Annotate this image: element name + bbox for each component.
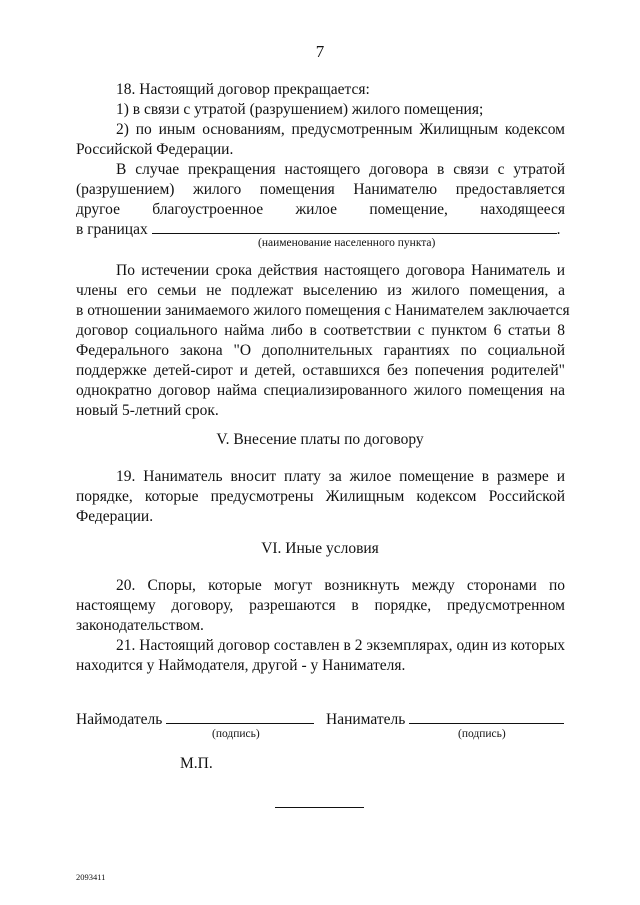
clause-18-paragraph-2-line-6: поддержке детей-сирот и детей, оставшихся без попечения родителей" <box>76 362 565 379</box>
closing-rule <box>275 807 364 808</box>
page-number: 7 <box>315 42 325 61</box>
clause-20-line-2: настоящему договору, разрешаются в порядке, предусмотренном <box>76 597 565 614</box>
clause-19-line-3: Федерации. <box>76 508 154 525</box>
footer-code: 2093411 <box>76 872 106 882</box>
clause-18-item-2-line-2: Российской Федерации. <box>76 141 234 158</box>
clause-19-line-2: порядке, которые предусмотрены Жилищным кодексом Российской <box>76 488 565 505</box>
clause-18-paragraph-2-line-5: Федерального закона "О дополнительных гарантиях по социальной <box>76 342 565 359</box>
tenant-signature-caption: (подпись) <box>458 728 506 740</box>
landlord-label: Наймодатель <box>76 711 163 728</box>
landlord-signature-blank <box>166 710 314 724</box>
clause-18-paragraph-1-line-1: В случае прекращения настоящего договора в связи с утратой <box>116 161 565 178</box>
locality-caption: (наименование населенного пункта) <box>258 237 436 249</box>
clause-18-paragraph-1-line-3: другое благоустроенное жилое помещение, находящееся <box>76 201 565 218</box>
clause-21-line-1: 21. Настоящий договор составлен в 2 экземплярах, один из которых <box>116 637 565 654</box>
clause-18-paragraph-2-line-7: однократно договор найма специализированного жилого помещения на <box>76 382 565 399</box>
clause-20-line-3: законодательством. <box>76 617 204 634</box>
clause-18-paragraph-1-line-2: (разрушением) жилого помещения Нанимателю предоставляется <box>76 181 565 198</box>
clause-21-line-2: находится у Наймодателя, другой - у Нанимателя. <box>76 657 406 674</box>
locality-prefix: в границах <box>76 221 148 238</box>
clause-18-item-1: 1) в связи с утратой (разрушением) жилого помещения; <box>116 101 484 118</box>
tenant-label: Наниматель <box>326 711 406 728</box>
section-5-heading: V. Внесение платы по договору <box>216 431 424 448</box>
tenant-signature-line <box>326 710 571 729</box>
clause-18-paragraph-2-line-3: в отношении занимаемого жилого помещения с Нанимателем заключается <box>76 302 570 319</box>
seal-mark: М.П. <box>180 755 213 772</box>
locality-blank-line <box>152 220 557 234</box>
clause-18-paragraph-2-line-8: новый 5-летний срок. <box>76 402 219 419</box>
section-6-heading: VI. Иные условия <box>261 540 379 557</box>
clause-19-line-1: 19. Наниматель вносит плату за жилое помещение в размере и <box>116 468 565 485</box>
tenant-signature-blank <box>409 710 564 724</box>
landlord-signature-caption: (подпись) <box>212 728 260 740</box>
clause-18-paragraph-2-line-4: договор социального найма либо в соответствии с пунктом 6 статьи 8 <box>76 322 565 339</box>
clause-18-paragraph-2-line-1: По истечении срока действия настоящего договора Наниматель и <box>116 262 565 279</box>
clause-18-paragraph-2-line-2: члены его семьи не подлежат выселению из жилого помещения, а <box>76 282 565 299</box>
clause-20-line-1: 20. Споры, которые могут возникнуть между сторонами по <box>116 577 565 594</box>
locality-suffix: . <box>556 221 561 238</box>
landlord-signature-line <box>76 710 326 729</box>
clause-18-item-2-line-1: 2) по иным основаниям, предусмотренным Жилищным кодексом <box>116 121 565 138</box>
clause-18-title: 18. Настоящий договор прекращается: <box>116 81 370 98</box>
